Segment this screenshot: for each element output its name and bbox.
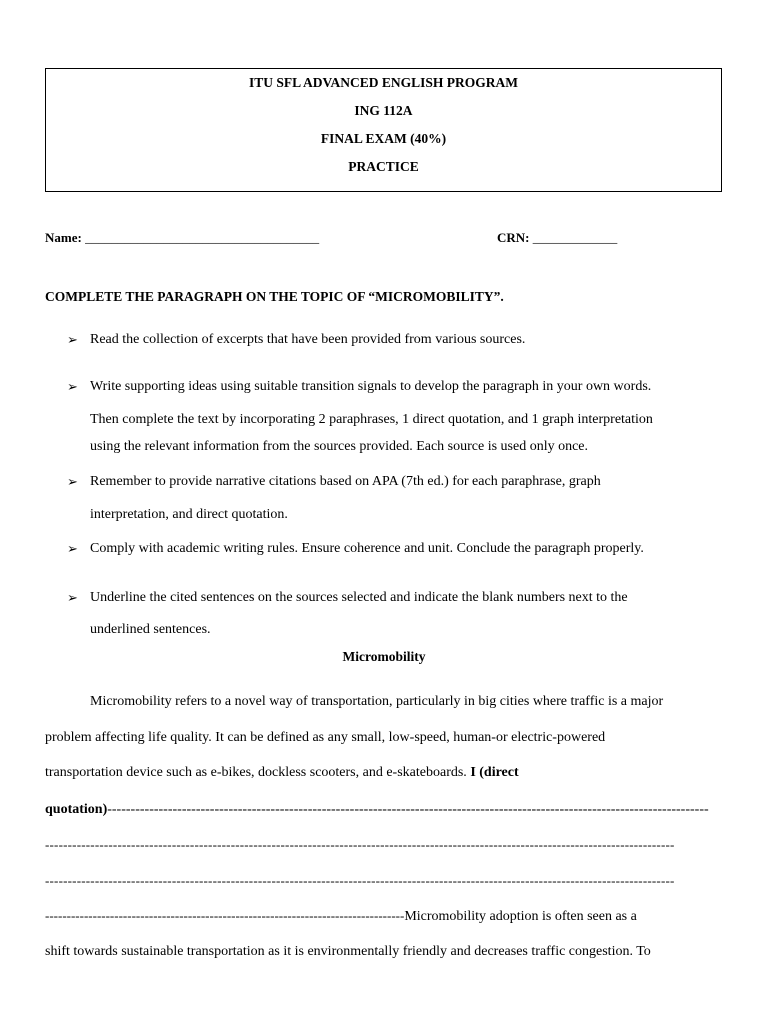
instruction-item-cont: using the relevant information from the sources provided. Each source is used only once. xyxy=(90,439,589,454)
exam-header-box xyxy=(45,68,722,192)
arrow-bullet-icon: ➢ xyxy=(67,541,78,556)
arrow-bullet-icon: ➢ xyxy=(67,590,78,605)
instruction-item: Read the collection of excerpts that have been provided from various sources. xyxy=(90,332,526,347)
course-code: ING 112A xyxy=(354,103,413,118)
crn-blank[interactable]: _____________ xyxy=(532,230,618,245)
exam-title: FINAL EXAM (40%) xyxy=(320,131,447,146)
answer-blank[interactable]: ----------------------------------------------------------------------------------- xyxy=(45,908,405,923)
answer-blank[interactable]: ------------------------------------------------------------------------------------------------------------------------------------------- xyxy=(45,837,675,852)
paragraph-line: shift towards sustainable transportation as it is environmentally friendly and decreases traffic congestion. To xyxy=(45,944,651,959)
paragraph-text: transportation device such as e-bikes, dockless scooters, and e-skateboards. xyxy=(45,765,467,780)
name-blank[interactable]: ____________________________________ xyxy=(85,230,320,245)
instruction-item: Write supporting ideas using suitable transition signals to develop the paragraph in your own words. xyxy=(90,379,652,394)
paragraph-line xyxy=(45,802,722,818)
task-heading: COMPLETE THE PARAGRAPH ON THE TOPIC OF “MICROMOBILITY”. xyxy=(45,289,504,304)
instruction-item-cont: Then complete the text by incorporating 2 paraphrases, 1 direct quotation, and 1 graph interpretation xyxy=(90,412,653,427)
paragraph-line xyxy=(45,908,722,925)
exam-type: PRACTICE xyxy=(348,159,419,174)
name-label: Name: xyxy=(45,230,82,245)
crn-label: CRN: xyxy=(497,230,530,245)
blank-marker: I (direct xyxy=(470,765,519,780)
name-field[interactable] xyxy=(45,230,319,246)
arrow-bullet-icon: ➢ xyxy=(67,379,78,394)
answer-blank[interactable]: ------------------------------------------------------------------------------------------------------------------------------------------- xyxy=(45,873,675,888)
instruction-item-cont: interpretation, and direct quotation. xyxy=(90,507,288,522)
instruction-item-cont: underlined sentences. xyxy=(90,622,211,637)
program-title: ITU SFL ADVANCED ENGLISH PROGRAM xyxy=(248,75,519,90)
instruction-item: Underline the cited sentences on the sources selected and indicate the blank numbers next to the xyxy=(90,590,628,605)
paragraph-line: Micromobility refers to a novel way of transportation, particularly in big cities where traffic is a major xyxy=(90,694,664,709)
section-title: Micromobility xyxy=(342,649,426,664)
crn-field[interactable] xyxy=(497,230,617,246)
paragraph-line xyxy=(45,765,519,781)
paragraph-text: Micromobility adoption is often seen as a xyxy=(404,909,637,924)
arrow-bullet-icon: ➢ xyxy=(67,474,78,489)
instruction-item: Remember to provide narrative citations based on APA (7th ed.) for each paraphrase, graph xyxy=(90,474,601,489)
blank-marker: quotation) xyxy=(45,802,108,817)
instruction-item: Comply with academic writing rules. Ensure coherence and unit. Conclude the paragraph properly. xyxy=(90,541,644,556)
arrow-bullet-icon: ➢ xyxy=(67,332,78,347)
answer-blank[interactable]: --------------------------------------------------------------------------------------------------------------------------------- xyxy=(107,802,709,817)
paragraph-line: problem affecting life quality. It can be defined as any small, low-speed, human-or electric-powered xyxy=(45,730,606,745)
